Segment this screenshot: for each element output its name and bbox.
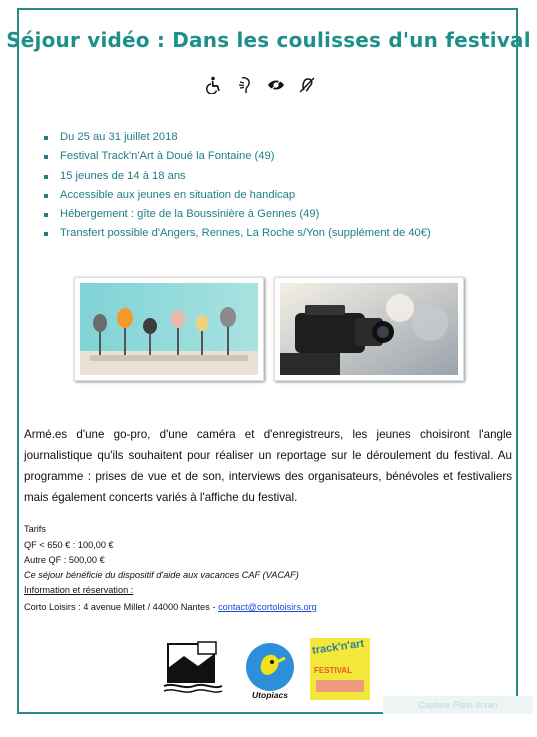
hearing-impairment-icon	[298, 76, 316, 94]
tarifs-heading: Tarifs	[24, 524, 46, 534]
vacaf-note: Ce séjour bénéficie du dispositif d'aide aux vacances CAF (VACAF)	[24, 570, 299, 580]
visual-impairment-icon	[267, 76, 285, 94]
description: Armé.es d'une go-pro, d'une caméra et d'enregistreurs, les jeunes choisiront l'angle journalistique qu'ils souhaitent pour réaliser un reportage sur le déroulement du festival. Au programme : prises de vue et de son, interviews des organisateurs, bénévoles et festivaliers mais également concerts variés à l'affiche du festival.	[24, 428, 512, 504]
tarif-line-1: QF < 650 € : 100,00 €	[24, 540, 114, 550]
utopiacs-label: Utopiacs	[252, 690, 288, 700]
track-n-art-logo	[310, 638, 370, 700]
info-item-dates: Du 25 au 31 juillet 2018	[42, 128, 431, 147]
reservation-address: Corto Loisirs : 4 avenue Millet / 44000 Nantes -	[24, 602, 219, 612]
track-logo-line1: track'n'art	[311, 637, 365, 657]
info-item-festival: Festival Track'n'Art à Doué la Fontaine (49)	[42, 147, 431, 166]
info-item-accessibility: Accessible aux jeunes en situation de handicap	[42, 186, 431, 205]
capture-overlay: Capture Plein écran	[383, 696, 533, 714]
wheelchair-icon	[205, 76, 223, 94]
microphones-photo	[74, 277, 264, 381]
page-title: Séjour vidéo : Dans les coulisses d'un festival	[6, 28, 531, 52]
accessibility-icons	[205, 76, 316, 94]
info-item-transfer: Transfert possible d'Angers, Rennes, La Roche s/Yon (supplément de 40€)	[42, 224, 431, 243]
info-item-participants: 15 jeunes de 14 à 18 ans	[42, 167, 431, 186]
camera-photo	[274, 277, 464, 381]
track-logo-line2: FESTIVAL	[314, 666, 353, 675]
info-item-lodging: Hébergement : gîte de la Boussinière à Gennes (49)	[42, 205, 431, 224]
track-logo-band	[316, 680, 364, 692]
tarif-line-2: Autre QF : 500,00 €	[24, 555, 105, 565]
mental-disability-icon	[236, 76, 254, 94]
reservation-heading: Information et réservation :	[24, 585, 134, 595]
corto-loisirs-logo	[160, 638, 226, 699]
utopiacs-logo	[241, 642, 299, 700]
reservation-contact	[24, 602, 317, 612]
contact-email-link[interactable]: contact@cortoloisirs.org	[218, 602, 317, 612]
info-list	[42, 128, 431, 244]
